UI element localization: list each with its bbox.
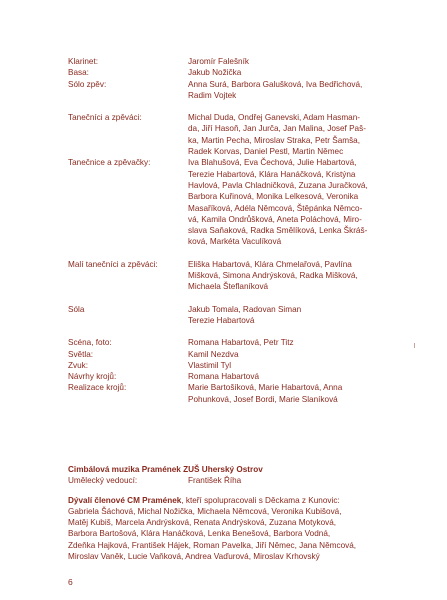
credit-name-line: vá, Kamila Ondrůšková, Aneta Poláchová, Miro- xyxy=(188,214,362,224)
guest-line: Matěj Kubiš, Marcela Andrýsková, Renata Andrýsková, Zuzana Motyková, xyxy=(68,518,337,528)
credit-row-navrhy-kroju xyxy=(0,371,447,382)
credit-role: Návrhy krojů: xyxy=(68,372,117,382)
credit-names xyxy=(188,304,386,327)
credit-name-line: Havlová, Pavla Chladničková, Zuzana Juračková, xyxy=(188,180,368,190)
credit-role: Zvuk: xyxy=(68,360,89,370)
credits-list xyxy=(0,56,447,405)
credit-names xyxy=(188,56,386,67)
guest-intro: , kteří spolupracovali s Děckama z Kunovic: xyxy=(181,495,340,505)
guest-line: Barbora Bartošová, Klára Hanáčková, Lenka Benešová, Barbora Vodná, xyxy=(68,529,331,539)
guest-members-paragraph xyxy=(68,495,388,563)
credit-name-line: Marie Bartošíková, Marie Habartová, Anna xyxy=(188,383,343,393)
credit-row-solo-zpev xyxy=(0,79,447,102)
credit-names xyxy=(188,371,386,382)
credit-row-scena xyxy=(0,337,447,348)
credit-names xyxy=(188,67,386,78)
credit-name-line: Radim Vojtek xyxy=(188,90,237,100)
credit-name-line: Jakub Tomala, Radovan Siman xyxy=(188,304,302,314)
credit-name-line: Iva Blahušová, Eva Čechová, Julie Habartová, xyxy=(188,158,357,168)
credit-names xyxy=(188,157,386,247)
credit-row-svetla xyxy=(0,349,447,360)
credit-name-line: da, Jiří Hasoň, Jan Jurča, Jan Malina, Josef Paš- xyxy=(188,124,366,134)
credit-name-line: Eliška Habartová, Klára Chmelařová, Pavlína xyxy=(188,259,352,269)
band-leader-label: Umělecký vedoucí: xyxy=(68,476,138,486)
credit-name-line: Pohunková, Josef Bordi, Marie Slaníková xyxy=(188,394,338,404)
credit-role: Realizace krojů: xyxy=(68,383,127,393)
credit-names xyxy=(188,259,386,293)
guest-lead: Dývalí členové CM Pramének xyxy=(68,495,182,505)
credit-role: Malí tanečníci a zpěváci: xyxy=(68,259,158,269)
credit-name-line: Romana Habartová xyxy=(188,372,259,382)
credit-name-line: Masaříková, Adéla Němcová, Štěpánka Němco- xyxy=(188,203,363,213)
credit-row-sola xyxy=(0,304,447,327)
scan-mark xyxy=(414,343,415,348)
credit-name-line: Romana Habartová, Petr Titz xyxy=(188,338,294,348)
credit-names xyxy=(188,337,386,348)
credit-names xyxy=(188,360,386,371)
credit-name-line: Anna Surá, Barbora Galušková, Iva Bedřichová, xyxy=(188,79,363,89)
credit-name-line: ka, Martin Pecha, Miroslav Straka, Petr Šamša, xyxy=(188,135,360,145)
credit-row-klarinet xyxy=(0,56,447,67)
credit-name-line: slava Saňaková, Radka Smělíková, Lenka Škráš- xyxy=(188,226,368,236)
credit-row-tanecnice xyxy=(0,157,447,247)
credit-role: Tanečnice a zpěvačky: xyxy=(68,158,151,168)
credit-role: Sólo zpěv: xyxy=(68,79,107,89)
credit-names xyxy=(188,349,386,360)
credit-name-line: Vlastimil Tyl xyxy=(188,360,232,370)
guest-line: Miroslav Vaněk, Lucie Vaňková, Andrea Vaďurová, Miroslav Krhovský xyxy=(68,552,320,562)
credit-name-line: Jaromír Falešník xyxy=(188,57,249,66)
credit-name-line: ková, Markéta Vaculíková xyxy=(188,237,282,247)
band-section xyxy=(68,464,388,562)
credit-names xyxy=(188,382,386,405)
credit-row-tanecnici xyxy=(0,112,447,157)
credit-role: Klarinet: xyxy=(68,57,99,66)
credit-row-realizace-kroju xyxy=(0,382,447,405)
credit-names xyxy=(188,79,386,102)
credit-name-line: Michal Duda, Ondřej Ganevski, Adam Hasman- xyxy=(188,113,361,123)
credit-name-line: Michaela Šteflaníková xyxy=(188,282,269,292)
page-number: 6 xyxy=(68,577,73,587)
guest-line: Gabriela Šáchová, Michal Nožička, Michaela Němcová, Veronika Kubišová, xyxy=(68,506,342,516)
credit-role: Sóla xyxy=(68,304,85,314)
band-leader xyxy=(68,475,388,486)
credit-role: Scéna, foto: xyxy=(68,338,112,348)
credit-name-line: Terezie Habartová xyxy=(188,315,255,325)
credit-role: Tanečníci a zpěváci: xyxy=(68,113,142,123)
credit-name-line: Radek Korvas, Daniel Pestl, Martin Němec xyxy=(188,147,344,157)
credit-role: Světla: xyxy=(68,349,94,359)
credit-name-line: Terezie Habartová, Klára Hanáčková, Kristýna xyxy=(188,169,356,179)
credit-row-basa xyxy=(0,67,447,78)
credit-role: Basa: xyxy=(68,68,89,78)
credit-row-mali-tanecnici xyxy=(0,259,447,293)
guest-first-line xyxy=(68,495,388,506)
credit-name-line: Jakub Nožička xyxy=(188,68,242,78)
band-title: Cimbálová muzika Pramének ZUŠ Uherský Ostrov xyxy=(68,465,263,474)
band-leader-name: František Říha xyxy=(188,476,242,486)
credit-name-line: Barbora Kuřinová, Monika Lelkesová, Veronika xyxy=(188,192,359,202)
credit-name-line: Kamil Nezdva xyxy=(188,349,239,359)
credit-names xyxy=(188,112,386,157)
guest-line: Zdeňka Hajková, František Hájek, Roman Pavelka, Jiří Němec, Jana Němcová, xyxy=(68,540,357,550)
credit-name-line: Mišková, Simona Andrýsková, Radka Mišková, xyxy=(188,271,358,281)
credit-row-zvuk xyxy=(0,360,447,371)
